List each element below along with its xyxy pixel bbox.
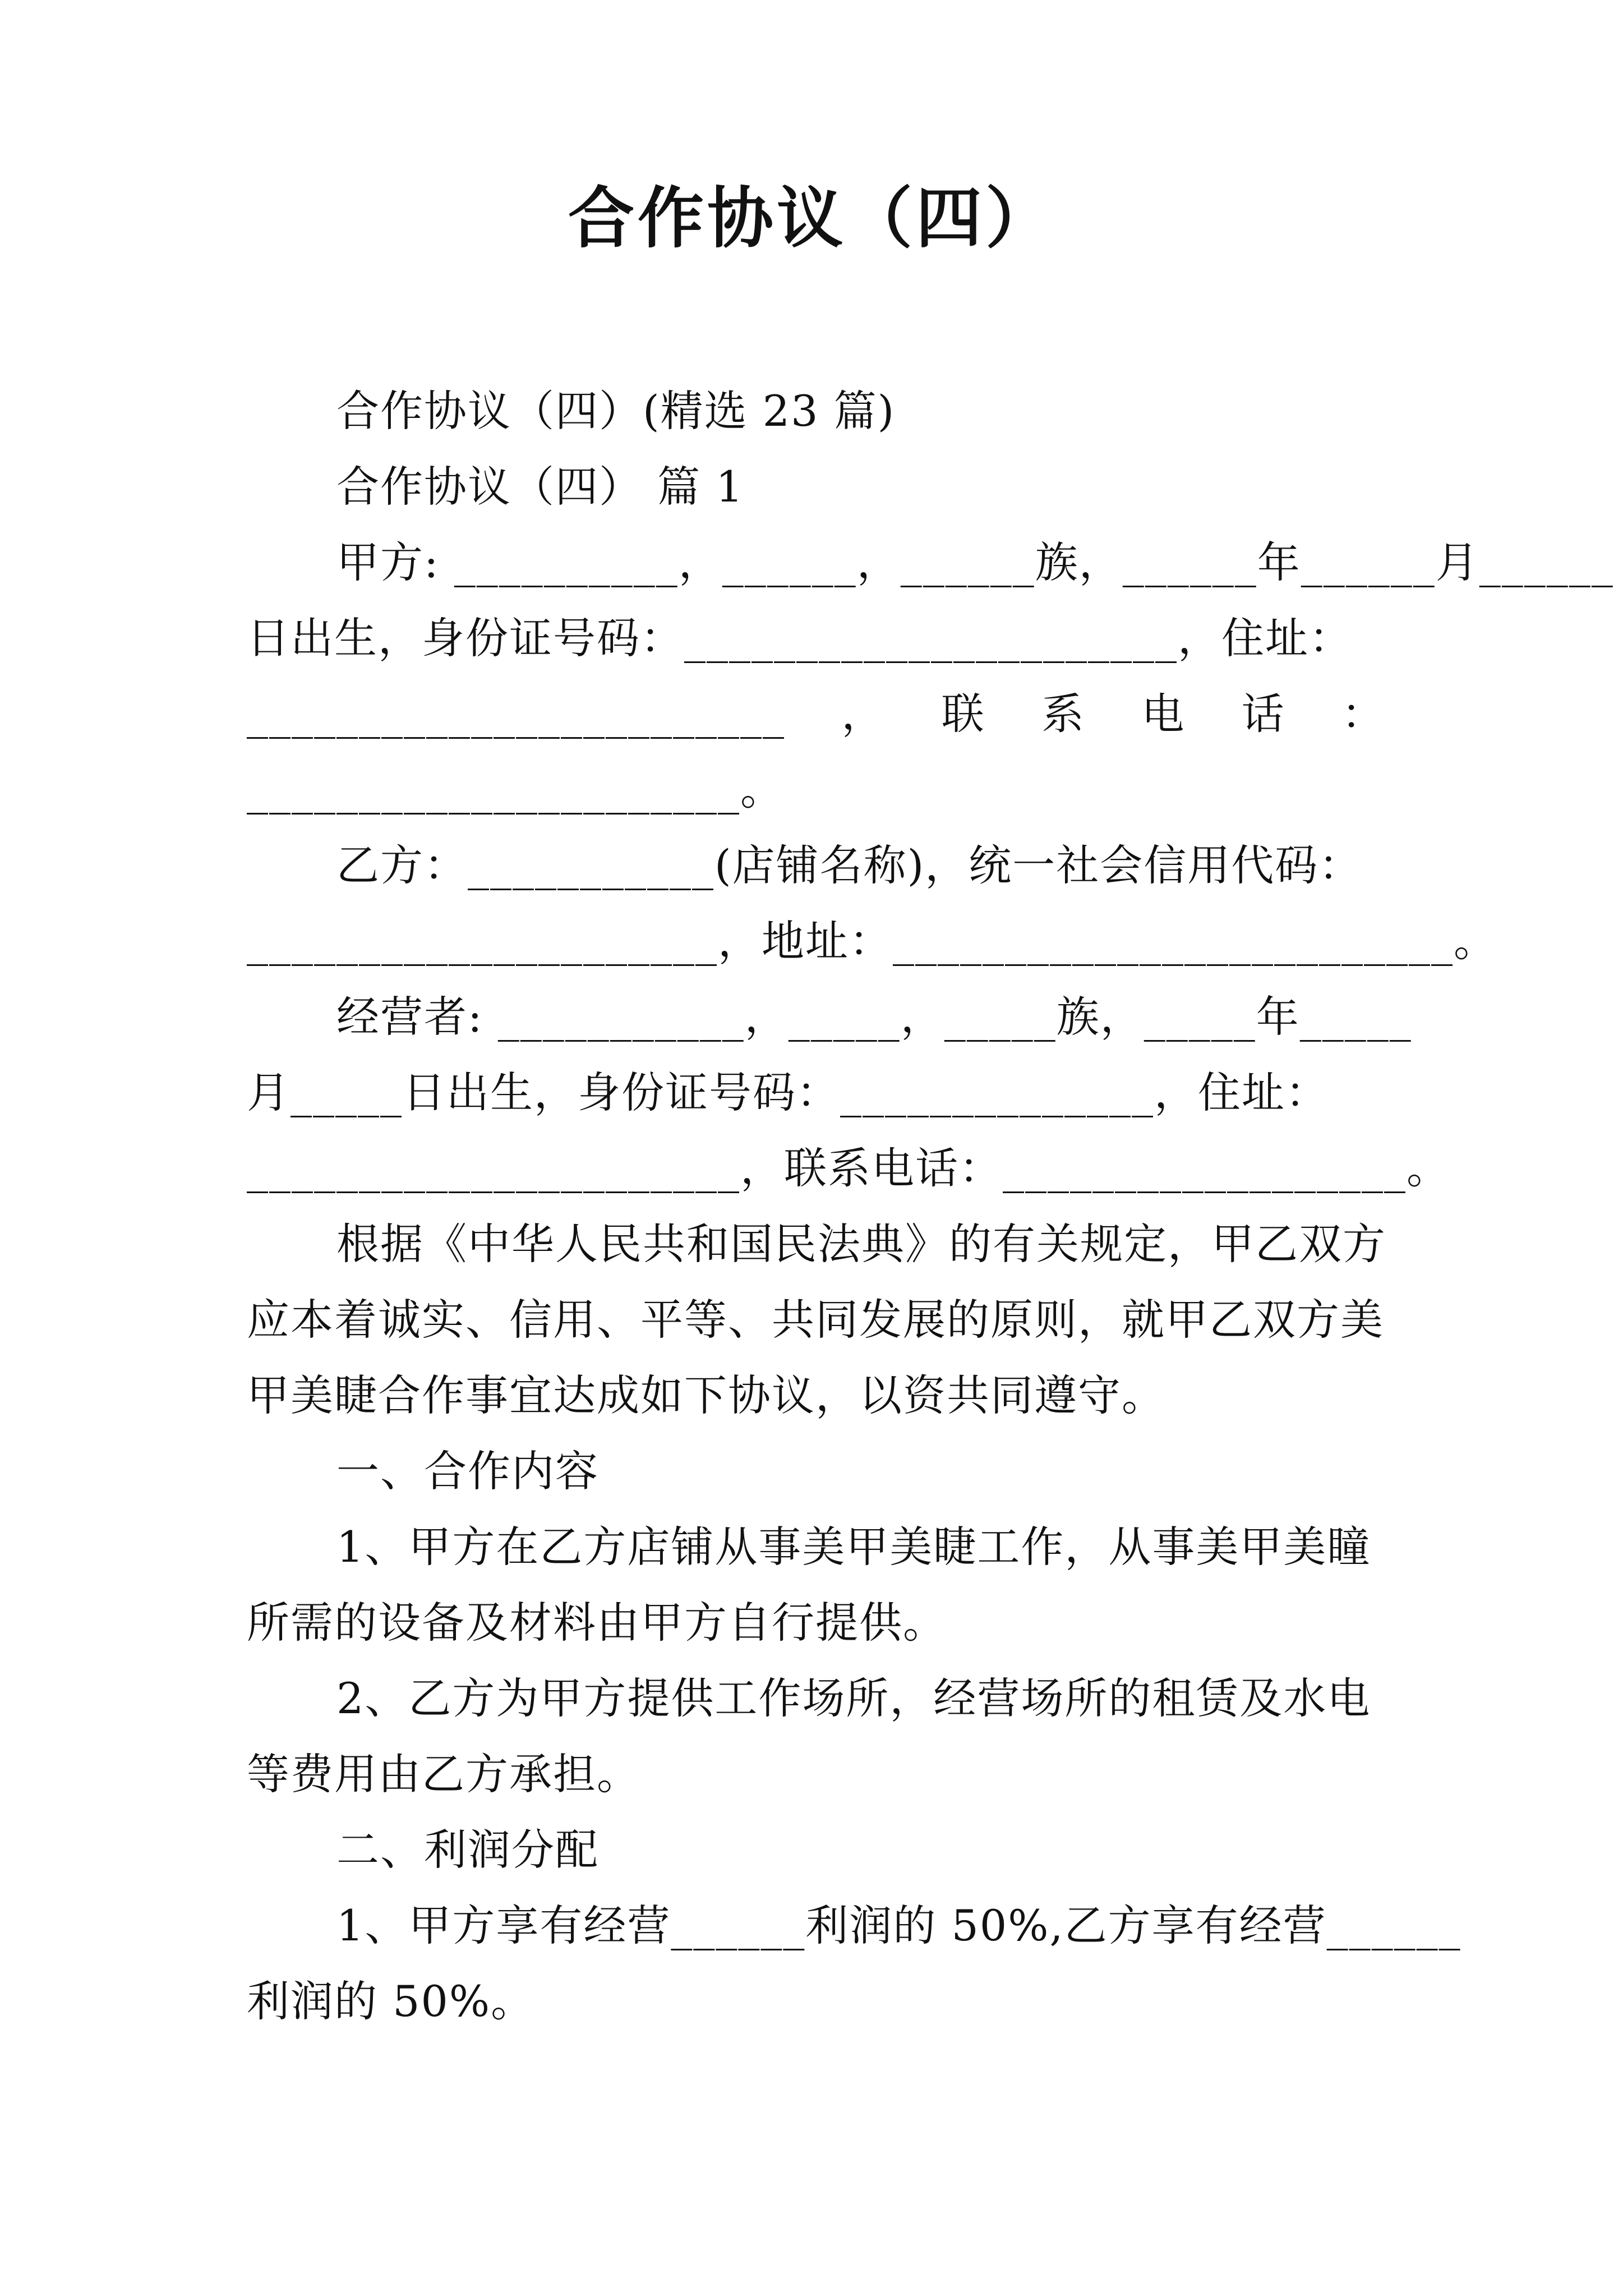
char-lian: 联 [941, 689, 985, 739]
preamble-line-3: 甲美睫合作事宜达成如下协议，以资共同遵守。 [247, 1370, 1165, 1420]
party-a-line-1: 甲方: __________，______，______族，______年______月______ [336, 537, 1614, 587]
clause-2-1-line-1: 1、甲方享有经营______利润的 50%,乙方享有经营______ [336, 1901, 1461, 1950]
clause-2-1-line-2: 利润的 50%。 [247, 1976, 535, 2026]
clause-1-2-line-2: 等费用由乙方承担。 [247, 1749, 640, 1799]
char-hua: 话 [1241, 689, 1285, 739]
party-b-line-2: _____________________，地址：_________________________。 [247, 916, 1497, 966]
colon-char: ： [1341, 689, 1385, 739]
blank-field: ________________________ [247, 689, 785, 739]
char-xi: 系 [1041, 689, 1085, 739]
operator-line-2: 月_____日出生，身份证号码：______________，住址： [247, 1068, 1329, 1117]
operator-line-3: ______________________，联系电话：__________________。 [247, 1143, 1450, 1193]
operator-line-1: 经营者: ___________，_____，_____族，_____年_____ [336, 992, 1412, 1042]
clause-1-2-line-1: 2、乙方为甲方提供工作场所，经营场所的租赁及水电 [336, 1673, 1371, 1723]
preamble-line-1: 根据《中华人民共和国民法典》的有关规定，甲乙双方 [336, 1219, 1386, 1269]
preamble-line-2: 应本着诚实、信用、平等、共同发展的原则，就甲乙双方美 [247, 1295, 1384, 1345]
comma-char: ， [841, 689, 886, 739]
clause-1-1-line-1: 1、甲方在乙方店铺从事美甲美睫工作，从事美甲美瞳 [336, 1522, 1371, 1572]
clause-heading-2: 二、利润分配 [336, 1825, 599, 1875]
char-dian: 电 [1141, 689, 1186, 739]
party-a-line-2: 日出生，身份证号码：______________________，住址： [247, 613, 1353, 663]
party-b-line-1: 乙方：___________(店铺名称)，统一社会信用代码： [336, 840, 1363, 890]
section-heading-line: 合作协议（四） 篇 1 [336, 462, 744, 512]
subtitle-line: 合作协议（四）(精选 23 篇) [336, 386, 896, 436]
clause-heading-1: 一、合作内容 [336, 1446, 599, 1496]
clause-1-1-line-2: 所需的设备及材料由甲方自行提供。 [247, 1598, 947, 1648]
party-a-line-4: ______________________。 [247, 765, 784, 815]
party-a-line-3 [247, 689, 1385, 739]
document-title: 合作协议（四） [568, 179, 1055, 257]
